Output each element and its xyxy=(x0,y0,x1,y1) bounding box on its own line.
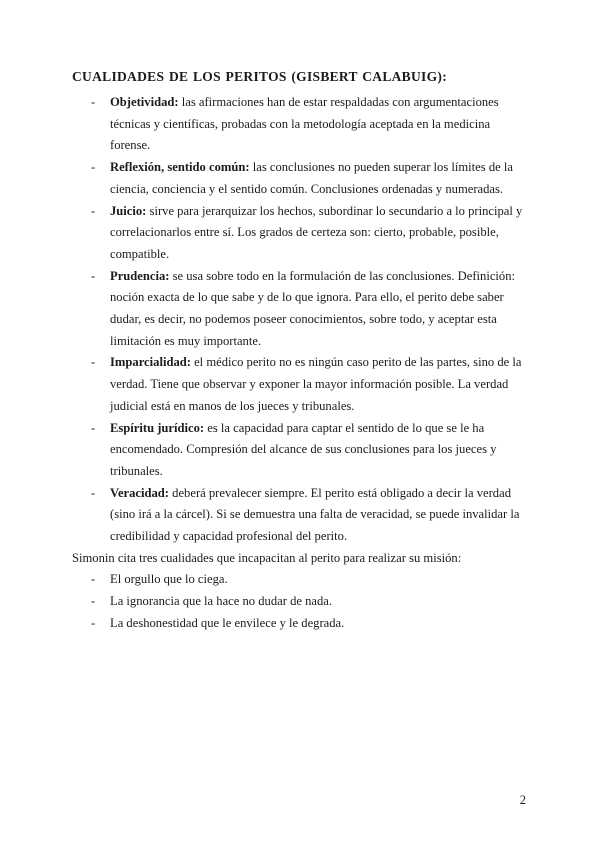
document-content xyxy=(72,66,530,635)
incapacities-list xyxy=(72,569,530,634)
bullet-dash: - xyxy=(91,160,96,175)
bullet-dash: - xyxy=(91,572,96,587)
quality-term: Prudencia: xyxy=(110,268,170,283)
bullet-dash: - xyxy=(91,203,96,218)
list-item xyxy=(72,157,530,200)
quality-term: Reflexión, sentido común: xyxy=(110,160,250,175)
list-item-text xyxy=(110,418,530,483)
bullet-dash: - xyxy=(91,268,96,283)
simonin-intro: Simonin cita tres cualidades que incapacitan al perito para realizar su misión: xyxy=(72,550,462,565)
list-item-text xyxy=(110,266,530,353)
bullet-dash: - xyxy=(91,485,96,500)
quality-desc: se usa sobre todo en la formulación de las conclusiones. Definición: noción exacta de lo que sabe y de lo que ignora. Para ello, el perito debe saber dudar, es decir, no podemos poseer conocimientos, sobre todo, y aceptar esta limitación es muy importante. xyxy=(110,268,516,348)
quality-desc: deberá prevalecer siempre. El perito está obligado a decir la verdad (sino irá a la cárcel). Si se demuestra una falta de veracidad, se puede invalidar la credibilidad y capacidad profesional del perito. xyxy=(110,485,520,544)
document-title: CUALIDADES DE LOS PERITOS (GISBERT CALABUIG): xyxy=(72,69,447,84)
incapacity-text: La ignorancia que la hace no dudar de nada. xyxy=(110,594,333,609)
bullet-dash: - xyxy=(91,420,96,435)
list-item-text xyxy=(110,483,530,548)
list-item xyxy=(72,352,530,417)
quality-term: Juicio: xyxy=(110,203,147,218)
list-item xyxy=(72,613,530,635)
quality-term: Espíritu jurídico: xyxy=(110,420,205,435)
incapacity-text: La deshonestidad que le envilece y le degrada. xyxy=(110,615,345,630)
quality-term: Objetividad: xyxy=(110,95,179,109)
quality-desc: sirve para jerarquizar los hechos, subordinar lo secundario a lo principal y correlacionarlos entre sí. Los grados de certeza son: cierto, probable, posible, compatible. xyxy=(110,203,523,261)
list-item-text xyxy=(110,157,530,200)
quality-term: Imparcialidad: xyxy=(110,355,191,370)
list-item xyxy=(72,591,530,613)
list-item xyxy=(72,201,530,266)
list-item xyxy=(72,418,530,483)
bullet-dash: - xyxy=(91,594,96,609)
list-item xyxy=(72,483,530,548)
quality-desc: las afirmaciones han de estar respaldadas con argumentaciones técnicas y científicas, probadas con la metodología aceptada en la medicina forense. xyxy=(110,95,499,153)
bullet-dash: - xyxy=(91,615,96,630)
quality-term: Veracidad: xyxy=(110,485,170,500)
quality-desc: el médico perito no es ningún caso perito de las partes, sino de la verdad. Tiene que observar y exponer la mayor información posible. La verdad judicial está en manos de los jueces y tribunales. xyxy=(110,355,522,413)
list-item-text xyxy=(110,92,530,157)
qualities-list xyxy=(72,92,530,548)
quality-desc: es la capacidad para captar el sentido de lo que se le ha encomendado. Compresión del alcance de sus conclusiones para los jueces y tribunales. xyxy=(110,420,497,478)
list-item xyxy=(72,569,530,591)
page-number: 2 xyxy=(519,793,526,807)
quality-desc: las conclusiones no pueden superar los límites de la ciencia, conciencia y el sentido común. Conclusiones ordenadas y numeradas. xyxy=(110,160,513,196)
list-item xyxy=(72,92,530,157)
incapacity-text: El orgullo que lo ciega. xyxy=(110,572,228,587)
list-item xyxy=(72,266,530,353)
list-item-text xyxy=(110,352,530,417)
bullet-dash: - xyxy=(91,95,96,109)
bullet-dash: - xyxy=(91,355,96,370)
list-item-text xyxy=(110,201,530,266)
